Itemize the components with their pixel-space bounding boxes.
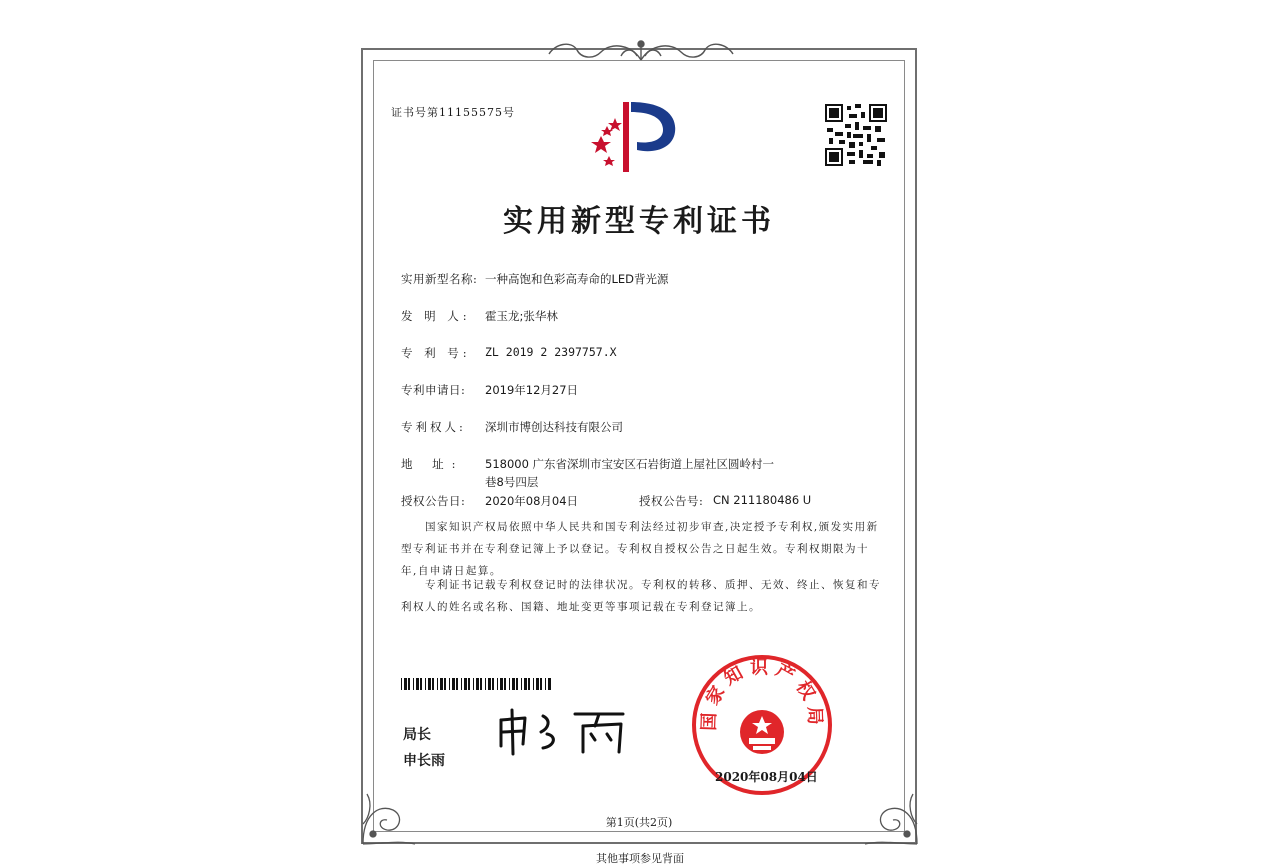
inventor-value: 霍玉龙;张华林 — [485, 309, 558, 323]
bottom-right-ornament-icon — [861, 774, 921, 848]
patent-number-value: ZL 2019 2 2397757.X — [485, 345, 617, 359]
director-name: 申长雨 — [403, 753, 445, 769]
grant-number-value: CN 211180486 U — [713, 493, 812, 507]
utility-model-name-value: 一种高饱和色彩高寿命的LED背光源 — [485, 272, 669, 286]
certificate-title: 实用新型专利证书 — [503, 204, 775, 239]
address-line-1: 518000 广东省深圳市宝安区石岩街道上屋社区圆岭村一 — [485, 457, 775, 471]
grant-date-value: 2020年08月04日 — [485, 494, 579, 508]
address-line-2: 巷8号四层 — [485, 475, 539, 489]
bottom-left-ornament-icon — [359, 774, 419, 848]
certificate-number: 证书号第11155575号 — [391, 106, 515, 119]
utility-model-name-label: 实用新型名称: — [401, 272, 478, 286]
grant-number-label: 授权公告号: — [639, 494, 704, 508]
address-label: 地 址: — [401, 457, 464, 471]
patentee-label: 专利权人: — [401, 420, 466, 434]
filing-date-label: 专利申请日: — [401, 383, 466, 397]
qr-code-icon — [825, 104, 887, 166]
footer-note: 其他事项参见背面 — [596, 852, 684, 865]
director-signature — [491, 706, 641, 756]
legal-paragraph-2: 专利证书记载专利权登记时的法律状况。专利权的转移、质押、无效、终止、恢复和专利权人的姓名或名称、国籍、地址变更等事项记载在专利登记簿上。 — [401, 579, 881, 613]
top-ornament-icon — [541, 38, 741, 64]
grant-date-label: 授权公告日: — [401, 494, 466, 508]
cnipa-logo-icon — [585, 96, 685, 174]
filing-date-value: 2019年12月27日 — [485, 383, 579, 397]
patent-certificate — [361, 48, 917, 844]
patent-number-label: 专 利 号: — [401, 346, 471, 360]
seal-text: 国家知识产权局 — [698, 657, 826, 732]
patentee-value: 深圳市博创达科技有限公司 — [485, 420, 623, 434]
director-role: 局长 — [403, 727, 431, 743]
inventor-label: 发 明 人: — [401, 309, 471, 323]
barcode-icon — [401, 678, 551, 690]
page-number: 第1页(共2页) — [605, 816, 673, 829]
legal-paragraph-1: 国家知识产权局依照中华人民共和国专利法经过初步审查,决定授予专利权,颁发实用新型专利证书并在专利登记簿上予以登记。专利权自授权公告之日起生效。专利权期限为十年,自申请日起算。 — [401, 521, 879, 577]
seal-date: 2020年08月04日 — [715, 770, 818, 784]
